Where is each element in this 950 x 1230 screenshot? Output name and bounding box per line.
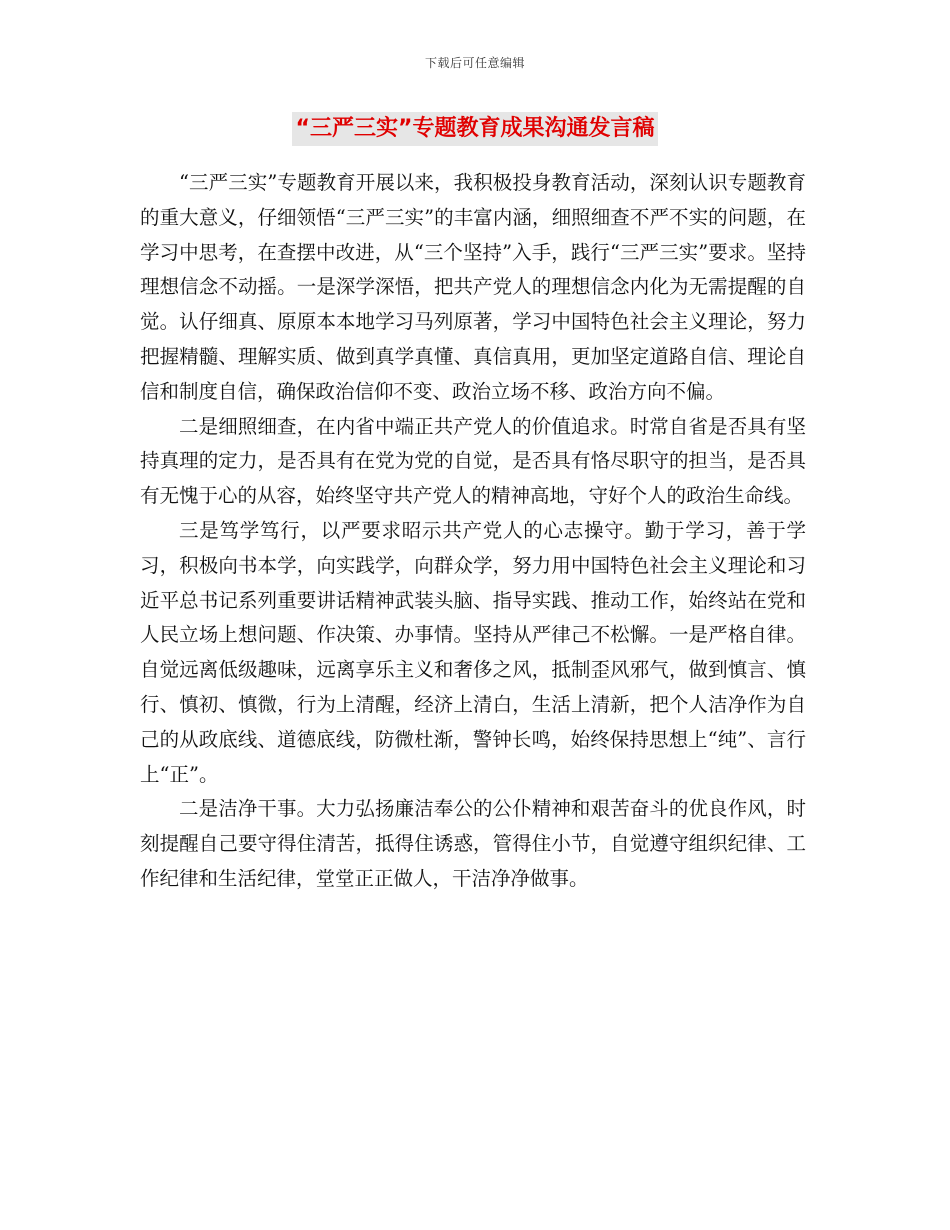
paragraph-2: 二是细照细查，在内省中端正共产党人的价值追求。时常自省是否具有坚持真理的定力，是否具有在党为党的自觉，是否具有恪尽职守的担当，是否具有无愧于心的从容，始终坚守共产党人的精神高地，守好个人的政治生命线。 xyxy=(140,414,806,508)
document-title: “三严三实”专题教育成果沟通发言稿 xyxy=(292,112,659,146)
document-body xyxy=(140,166,806,897)
paragraph-4: 二是洁净干事。大力弘扬廉洁奉公的公仆精神和艰苦奋斗的优良作风，时刻提醒自己要守得住清苦，抵得住诱惑，管得住小节，自觉遵守组织纪律、工作纪律和生活纪律，堂堂正正做人，干洁净净做事。 xyxy=(140,797,806,890)
paragraph-3: 三是笃学笃行，以严要求昭示共产党人的心志操守。勤于学习，善于学习，积极向书本学，向实践学，向群众学，努力用中国特色社会主义理论和习近平总书记系列重要讲话精神武装头脑、指导实践、推动工作，始终站在党和人民立场上想问题、作决策、办事情。坚持从严律己不松懈。一是严格自律。自觉远离低级趣味，远离享乐主义和奢侈之风，抵制歪风邪气，做到慎言、慎行、慎初、慎微，行为上清醒，经济上清白，生活上清新，把个人洁净作为自己的从政底线、道德底线，防微杜渐，警钟长鸣，始终保持思想上“纯”、言行上“正”。 xyxy=(140,518,806,786)
paragraph-1: “三严三实”专题教育开展以来，我积极投身教育活动，深刻认识专题教育的重大意义，仔细领悟“三严三实”的丰富内涵，细照细查不严不实的问题，在学习中思考，在查摆中改进，从“三个坚持”入手，践行“三严三实”要求。坚持理想信念不动摇。一是深学深悟，把共产党人的理想信念内化为无需提醒的自觉。认仔细真、原原本本地学习马列原著，学习中国特色社会主义理论，努力把握精髓、理解实质、做到真学真懂、真信真用，更加坚定道路自信、理论自信和制度自信，确保政治信仰不变、政治立场不移、政治方向不偏。 xyxy=(140,171,806,403)
title-container xyxy=(0,112,950,146)
header-note: 下载后可任意编辑 xyxy=(424,56,525,70)
